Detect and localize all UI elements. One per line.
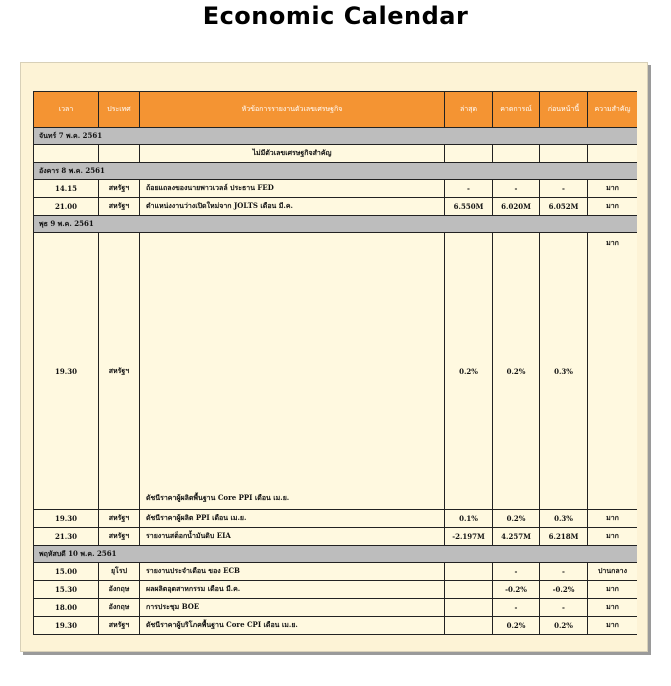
- forecast-cell: -0.2%: [493, 581, 540, 599]
- previous-cell: -: [540, 180, 588, 198]
- forecast-cell: 0.2%: [493, 510, 540, 528]
- empty-cell: [34, 145, 99, 163]
- table-row: [34, 233, 638, 510]
- importance-cell: มาก: [588, 180, 638, 198]
- previous-cell: 6.218M: [540, 528, 588, 546]
- table-row: [34, 599, 638, 617]
- previous-cell: 0.3%: [540, 510, 588, 528]
- date-row: [34, 216, 638, 233]
- empty-cell: [493, 145, 540, 163]
- actual-cell: 6.550M: [445, 198, 493, 216]
- event-cell: การประชุม BOE: [140, 599, 445, 617]
- time-cell: 19.30: [34, 510, 99, 528]
- importance-cell: มาก: [588, 617, 638, 635]
- forecast-cell: 0.2%: [493, 233, 540, 510]
- forecast-cell: 6.020M: [493, 198, 540, 216]
- time-cell: 19.30: [34, 617, 99, 635]
- time-cell: 19.30: [34, 233, 99, 510]
- time-cell: 14.15: [34, 180, 99, 198]
- date-label: จันทร์ 7 พ.ค. 2561: [34, 128, 638, 145]
- country-cell: สหรัฐฯ: [99, 198, 140, 216]
- forecast-cell: -: [493, 563, 540, 581]
- forecast-cell: 4.257M: [493, 528, 540, 546]
- previous-cell: 0.3%: [540, 233, 588, 510]
- date-label: อังคาร 8 พ.ค. 2561: [34, 163, 638, 180]
- importance-cell: มาก: [588, 198, 638, 216]
- country-cell: สหรัฐฯ: [99, 528, 140, 546]
- forecast-cell: 0.2%: [493, 617, 540, 635]
- calendar-panel: [20, 62, 648, 652]
- actual-cell: 0.2%: [445, 233, 493, 510]
- time-cell: 18.00: [34, 599, 99, 617]
- importance-cell: มาก: [588, 528, 638, 546]
- importance-cell: มาก: [588, 510, 638, 528]
- previous-cell: -: [540, 599, 588, 617]
- economic-calendar-table: [33, 91, 637, 635]
- event-cell: ตำแหน่งงานว่างเปิดใหม่จาก JOLTS เดือน มี.ค.: [140, 198, 445, 216]
- empty-cell: [540, 145, 588, 163]
- event-cell: ผลผลิตอุตสาหกรรม เดือน มี.ค.: [140, 581, 445, 599]
- actual-cell: -: [445, 180, 493, 198]
- date-row: [34, 128, 638, 145]
- actual-cell: [445, 563, 493, 581]
- event-cell: ดัชนีราคาผู้ผลิต PPI เดือน เม.ย.: [140, 510, 445, 528]
- country-cell: ยุโรป: [99, 563, 140, 581]
- date-row: [34, 546, 638, 563]
- importance-cell: มาก: [588, 581, 638, 599]
- country-cell: สหรัฐฯ: [99, 180, 140, 198]
- importance-cell: ปานกลาง: [588, 563, 638, 581]
- no-data-note: ไม่มีตัวเลขเศรษฐกิจสำคัญ: [140, 145, 445, 163]
- table-row: [34, 180, 638, 198]
- column-header-actual: ล่าสุด: [445, 92, 493, 128]
- table-row: [34, 510, 638, 528]
- time-cell: 21.00: [34, 198, 99, 216]
- event-cell: รายงานประจำเดือน ของ ECB: [140, 563, 445, 581]
- column-header-forecast: คาดการณ์: [493, 92, 540, 128]
- previous-cell: 0.2%: [540, 617, 588, 635]
- page-title: Economic Calendar: [202, 2, 469, 30]
- time-cell: 15.00: [34, 563, 99, 581]
- forecast-cell: -: [493, 599, 540, 617]
- actual-cell: -2.197M: [445, 528, 493, 546]
- date-label: พุธ 9 พ.ค. 2561: [34, 216, 638, 233]
- actual-cell: [445, 599, 493, 617]
- column-header-country: ประเทศ: [99, 92, 140, 128]
- actual-cell: [445, 581, 493, 599]
- previous-cell: -0.2%: [540, 581, 588, 599]
- country-cell: สหรัฐฯ: [99, 617, 140, 635]
- column-header-event: หัวข้อการรายงานตัวเลขเศรษฐกิจ: [140, 92, 445, 128]
- country-cell: สหรัฐฯ: [99, 510, 140, 528]
- column-header-previous: ก่อนหน้านี้: [540, 92, 588, 128]
- date-row: [34, 163, 638, 180]
- event-cell: ดัชนีราคาผู้บริโภคพื้นฐาน Core CPI เดือน เม.ย.: [140, 617, 445, 635]
- empty-cell: [588, 145, 638, 163]
- empty-cell: [99, 145, 140, 163]
- event-cell: รายงานสต็อกน้ำมันดิบ EIA: [140, 528, 445, 546]
- previous-cell: 6.052M: [540, 198, 588, 216]
- column-header-time: เวลา: [34, 92, 99, 128]
- table-row: [34, 581, 638, 599]
- time-cell: 21.30: [34, 528, 99, 546]
- actual-cell: [445, 617, 493, 635]
- table-row: [34, 145, 638, 163]
- country-cell: อังกฤษ: [99, 581, 140, 599]
- time-cell: 15.30: [34, 581, 99, 599]
- table-header-row: [34, 92, 638, 128]
- forecast-cell: -: [493, 180, 540, 198]
- event-cell: ถ้อยแถลงของนายพาวเวลล์ ประธาน FED: [140, 180, 445, 198]
- importance-cell: มาก: [588, 233, 638, 510]
- table-row: [34, 617, 638, 635]
- date-label: พฤหัสบดี 10 พ.ค. 2561: [34, 546, 638, 563]
- country-cell: สหรัฐฯ: [99, 233, 140, 510]
- actual-cell: 0.1%: [445, 510, 493, 528]
- table-row: [34, 563, 638, 581]
- calendar-table-wrap[interactable]: [33, 91, 637, 639]
- importance-cell: มาก: [588, 599, 638, 617]
- event-cell: ดัชนีราคาผู้ผลิตพื้นฐาน Core PPI เดือน เม.ย.: [140, 233, 445, 510]
- table-row: [34, 528, 638, 546]
- previous-cell: -: [540, 563, 588, 581]
- table-row: [34, 198, 638, 216]
- country-cell: อังกฤษ: [99, 599, 140, 617]
- empty-cell: [445, 145, 493, 163]
- column-header-importance: ความสำคัญ: [588, 92, 638, 128]
